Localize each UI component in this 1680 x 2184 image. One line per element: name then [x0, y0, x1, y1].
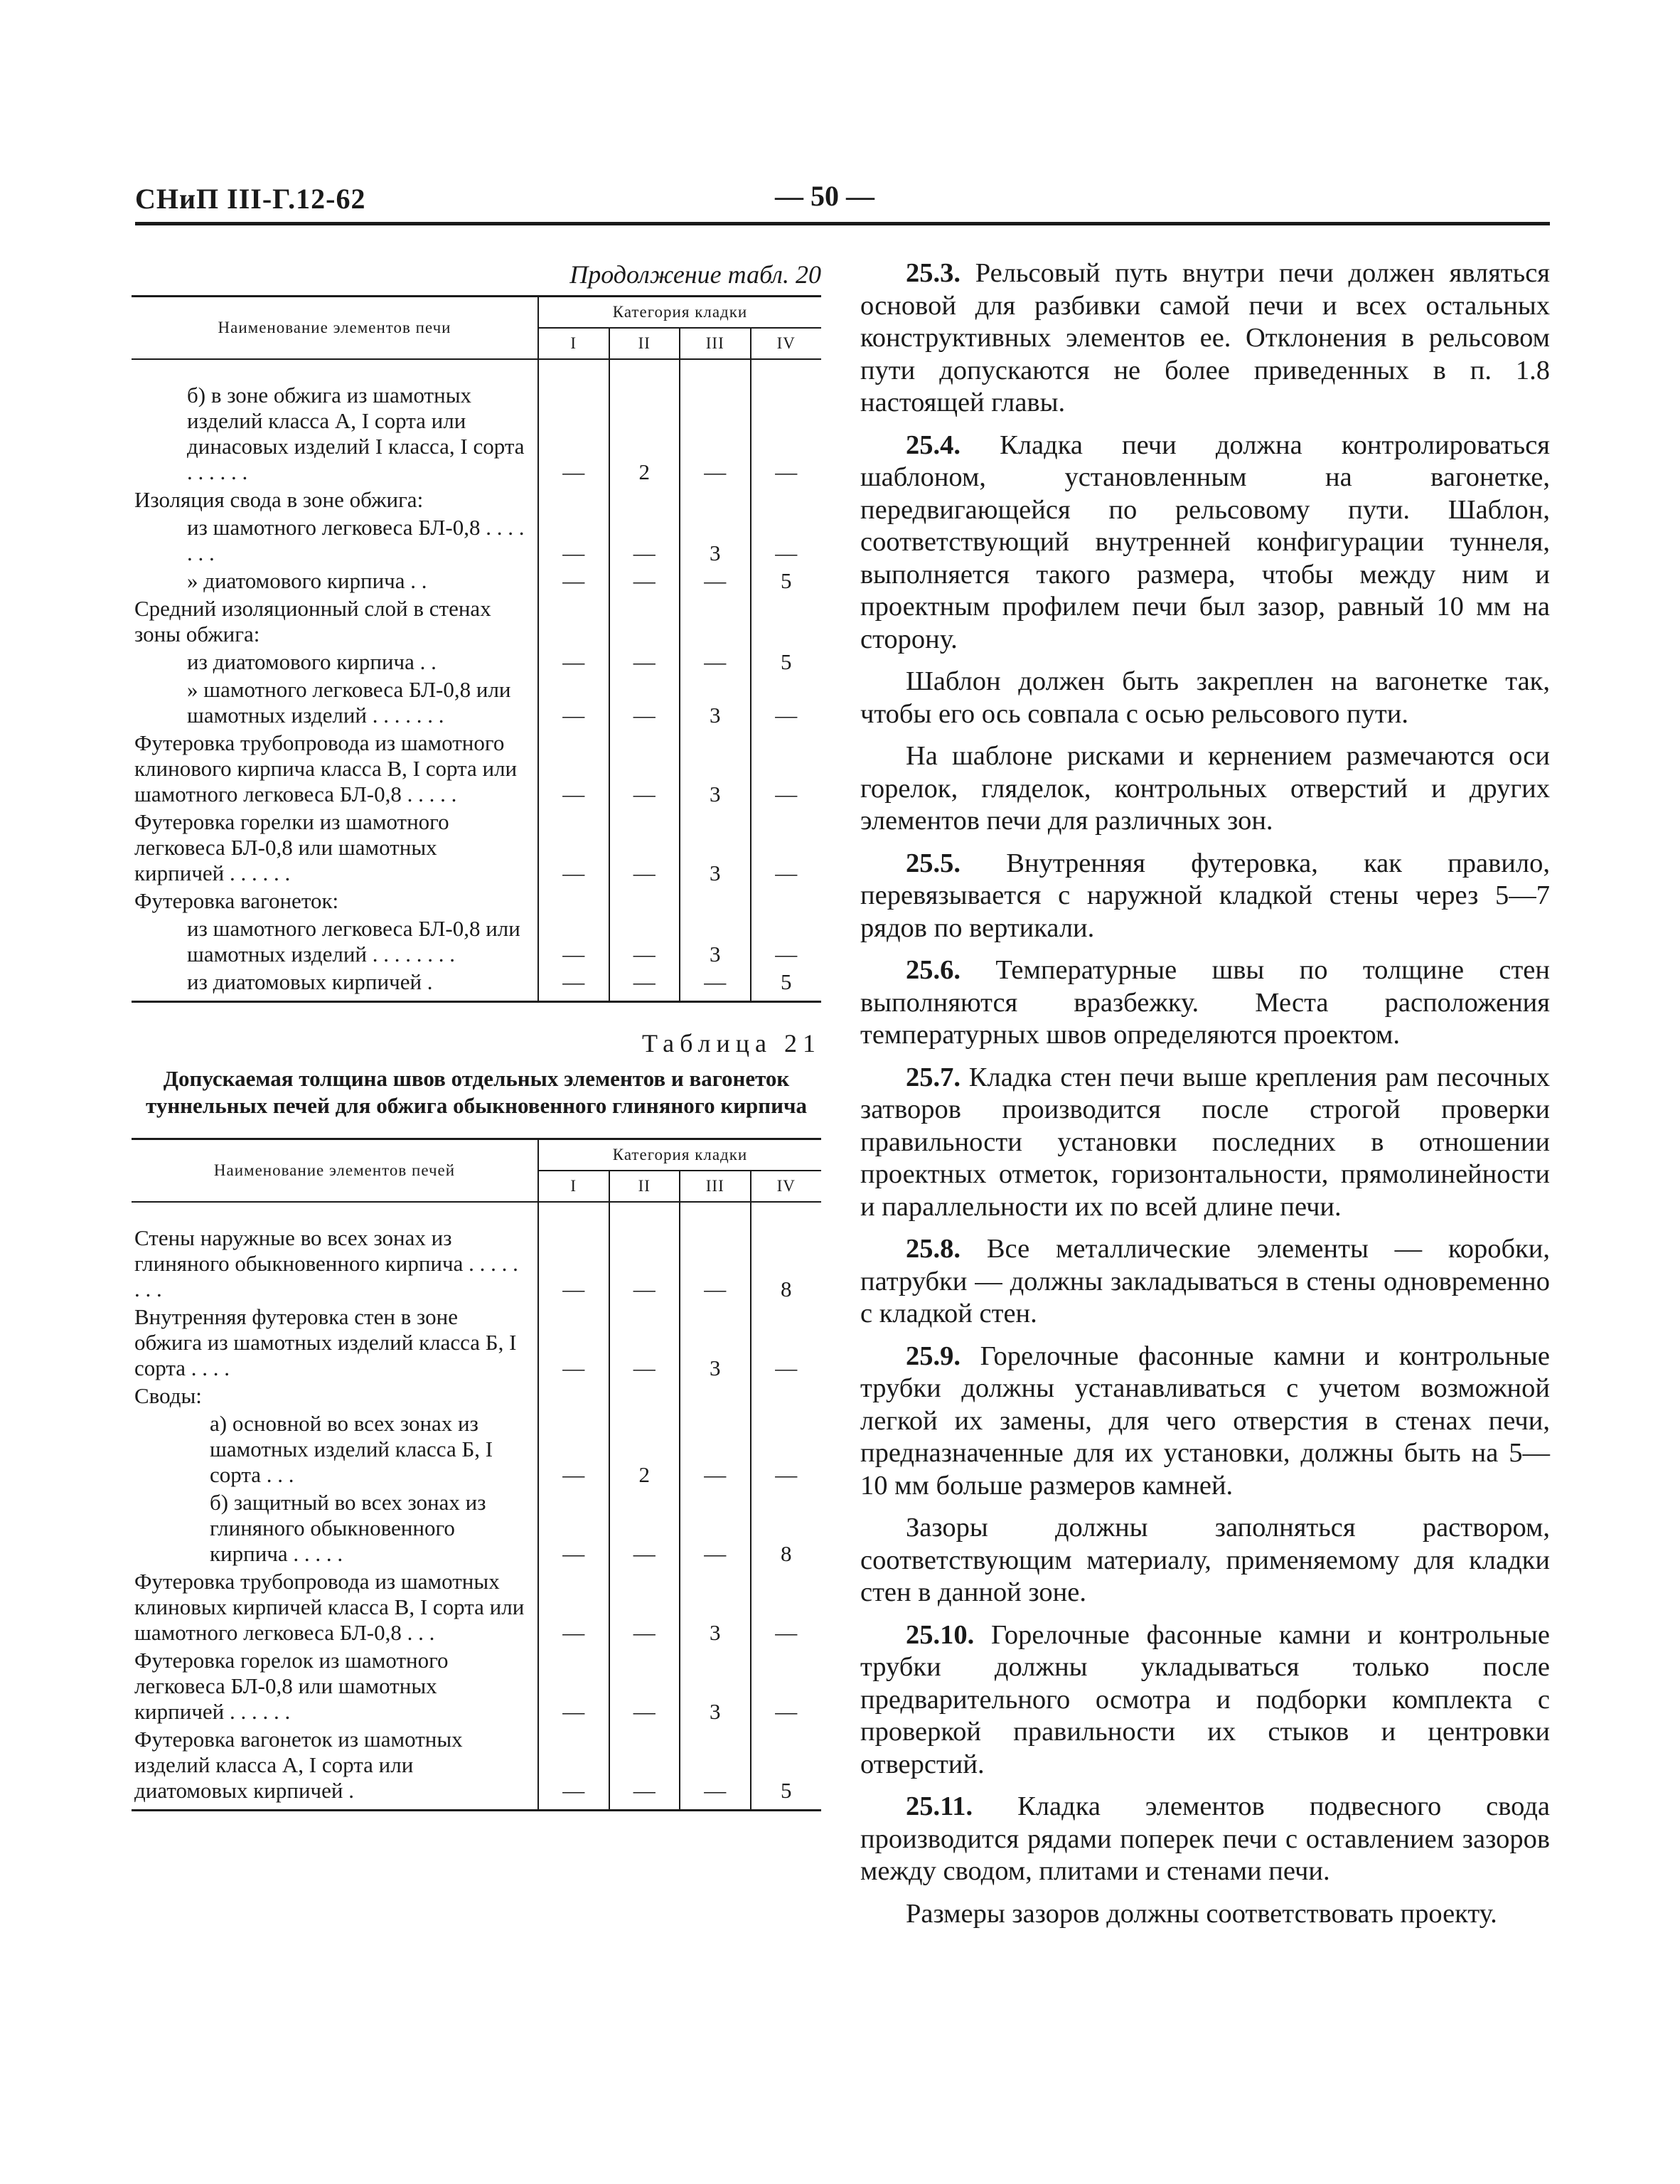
table-row [132, 809, 821, 888]
cell-category-1 [538, 1383, 609, 1411]
table-row [132, 730, 821, 809]
cell-category-4 [751, 1383, 822, 1411]
table-row [132, 1304, 821, 1383]
paragraph-number: 25.11. [906, 1791, 973, 1821]
table21-category-1: I [538, 1171, 609, 1202]
cell-category-3: — [680, 1411, 751, 1490]
paragraph-text: Рельсовый путь внутри печи должен являться основой для разбивки самой печи и всех остальных конструктивных элементов ее. Отклонения в рельсовом пути допускаются не более приведенных в п. 1.8 настоящей главы. [860, 258, 1550, 417]
cell-category-3 [680, 888, 751, 916]
cell-category-1: — [538, 809, 609, 888]
cell-category-3 [680, 487, 751, 515]
paragraph-number: 25.4. [906, 430, 961, 460]
table-21 [132, 1138, 821, 1811]
cell-category-1: — [538, 1648, 609, 1727]
cell-category-4: 8 [751, 1490, 822, 1569]
paragraph-text: Размеры зазоров должны соответствовать проекту. [906, 1898, 1497, 1929]
cell-category-1 [538, 596, 609, 649]
table20-category-header: Категория кладки [538, 297, 821, 329]
cell-category-4: — [751, 730, 822, 809]
table21-category-header: Категория кладки [538, 1139, 821, 1171]
table-row [132, 969, 821, 1002]
cell-category-2: — [609, 1304, 680, 1383]
paragraph [860, 1062, 1550, 1224]
paragraph [860, 1791, 1550, 1888]
cell-category-2: — [609, 730, 680, 809]
table-row [132, 677, 821, 730]
row-label: Футеровка вагонеток: [134, 888, 339, 913]
table21-category-2: II [609, 1171, 680, 1202]
table21-label: Таблица 21 [642, 1029, 821, 1058]
row-label: Футеровка трубопровода из шамотного клинового кирпича класса В, I сорта или шамотного легковеса БЛ-0,8 . . . . . [134, 730, 518, 806]
paragraph-number: 25.9. [906, 1341, 961, 1371]
cell-category-3: — [680, 568, 751, 596]
cell-category-2: — [609, 916, 680, 969]
paragraph-text: Температурные швы по толщине стен выполняются вразбежку. Места расположения температурных швов определяются проектом. [860, 955, 1550, 1050]
row-label: Футеровка горелки из шамотного легковеса БЛ-0,8 или шамотных кирпичей . . . . . . [134, 809, 449, 885]
cell-category-3: 3 [680, 916, 751, 969]
cell-category-3: 3 [680, 1569, 751, 1648]
cell-category-3: 3 [680, 1304, 751, 1383]
cell-category-4: — [751, 1411, 822, 1490]
cell-category-2: — [609, 1648, 680, 1727]
cell-category-2: 2 [609, 1411, 680, 1490]
paragraph-text: Внутренняя футеровка, как правило, перевязывается с наружной кладкой стены через 5—7 рядов по вертикали. [860, 848, 1550, 943]
row-label: из шамотного легковеса БЛ-0,8 или шамотных изделий . . . . . . . . [187, 916, 520, 966]
paragraph-number: 25.7. [906, 1062, 961, 1092]
paragraph-text: Все металлические элементы — коробки, патрубки — должны закладываться в стены одновременно с кладкой стен. [860, 1234, 1550, 1328]
cell-category-1: — [538, 1304, 609, 1383]
paragraph-text: Кладка стен печи выше крепления рам песочных затворов производится после строгой проверки правильности установки последних в отношении проектных отметок, горизонтальности, прямолинейности и параллельности их по всей длине печи. [860, 1062, 1550, 1222]
table-row [132, 1727, 821, 1811]
cell-category-2: — [609, 969, 680, 1002]
table-row [132, 515, 821, 568]
paragraph-text: Кладка элементов подвесного свода производится рядами поперек печи с оставлением зазоров между сводом, плитами и стенами печи. [860, 1791, 1551, 1886]
page-number: — 50 — [775, 180, 874, 212]
table-row [132, 1383, 821, 1411]
table-row [132, 487, 821, 515]
cell-category-4: 5 [751, 568, 822, 596]
paragraph [860, 257, 1550, 420]
paragraph-number: 25.3. [906, 258, 961, 288]
paragraph-number: 25.10. [906, 1619, 975, 1650]
table20-name-header: Наименование элементов печи [132, 297, 538, 360]
table21-caption: Допускаемая толщина швов отдельных элементов и вагонеток туннельных печей для обжига обыкновенного глиняного кирпича [146, 1066, 807, 1118]
cell-category-3: 3 [680, 677, 751, 730]
cell-category-3 [680, 1383, 751, 1411]
row-label: б) в зоне обжига из шамотных изделий класса А, I сорта или динасовых изделий I класса, I сорта . . . . . . [187, 383, 525, 484]
table20-category-2: II [609, 328, 680, 359]
paragraph [860, 848, 1550, 945]
cell-category-1: — [538, 1727, 609, 1811]
cell-category-1: — [538, 677, 609, 730]
row-label: б) защитный во всех зонах из глиняного обыкновенного кирпича . . . . . [210, 1490, 486, 1566]
table-row [132, 1411, 821, 1490]
table-row [132, 1490, 821, 1569]
table21-category-4: IV [751, 1171, 822, 1202]
row-label: Средний изоляционный слой в стенах зоны обжига: [134, 596, 491, 646]
cell-category-4 [751, 888, 822, 916]
paragraph-text: На шаблоне рисками и кернением размечаются оси горелок, гляделок, контрольных отверстий и других элементов печи для различных зон. [860, 741, 1550, 836]
paragraph-number: 25.6. [906, 955, 961, 985]
table-row [132, 383, 821, 487]
cell-category-2 [609, 1383, 680, 1411]
cell-category-4 [751, 487, 822, 515]
table-row [132, 1225, 821, 1304]
cell-category-3: — [680, 1727, 751, 1811]
table20-continuation-label: Продолжение табл. 20 [569, 260, 821, 289]
paragraph-text: Горелочные фасонные камни и контрольные трубки должны устанавливаться с учетом возможной легкой их замены, для чего отверстия в стенах печи, предназначенные для их установки, должны быть на 5—10 мм больше размеров камней. [860, 1341, 1550, 1501]
cell-category-4: 5 [751, 969, 822, 1002]
paragraph [860, 1233, 1550, 1331]
cell-category-4: — [751, 515, 822, 568]
table-row [132, 916, 821, 969]
row-label: Внутренняя футеровка стен в зоне обжига из шамотных изделий класса Б, I сорта . . . . [134, 1304, 517, 1380]
cell-category-2: — [609, 1490, 680, 1569]
cell-category-1: — [538, 383, 609, 487]
row-label: из шамотного легковеса БЛ-0,8 . . . . . . . [187, 515, 525, 565]
row-label: Футеровка трубопровода из шамотных клиновых кирпичей класса В, I сорта или шамотного легковеса БЛ-0,8 . . . [134, 1569, 525, 1645]
row-label: Футеровка вагонеток из шамотных изделий класса А, I сорта или диатомовых кирпичей . [132, 1727, 538, 1811]
paragraph-number: 25.8. [906, 1234, 961, 1264]
paragraph-text: Кладка печи должна контролироваться шаблоном, установленным на вагонетке, передвигающейся по рельсовому пути. Шаблон, соответствующий внутренней конфигурации туннеля, выполняется такого размера, чтобы между ним и проектным профилем печи был зазор, равный 10 мм на сторону. [860, 430, 1551, 654]
cell-category-2: — [609, 809, 680, 888]
cell-category-1 [538, 487, 609, 515]
cell-category-3: — [680, 649, 751, 677]
cell-category-2: — [609, 1727, 680, 1811]
cell-category-1: — [538, 568, 609, 596]
cell-category-4: 8 [751, 1225, 822, 1304]
cell-category-4: — [751, 1648, 822, 1727]
paragraph [860, 1341, 1550, 1503]
table-row [132, 596, 821, 649]
cell-category-1 [538, 888, 609, 916]
cell-category-3: 3 [680, 809, 751, 888]
table-row [132, 568, 821, 596]
cell-category-4: 5 [751, 649, 822, 677]
cell-category-1: — [538, 730, 609, 809]
row-label: Своды: [134, 1383, 202, 1408]
paragraph [860, 666, 1550, 730]
cell-category-2 [609, 596, 680, 649]
cell-category-2: 2 [609, 383, 680, 487]
table20-category-3: III [680, 328, 751, 359]
cell-category-1: — [538, 1225, 609, 1304]
row-label: Стены наружные во всех зонах из глиняного обыкновенного кирпича . . . . . . . . [134, 1225, 518, 1301]
cell-category-2: — [609, 1225, 680, 1304]
cell-category-4: — [751, 1569, 822, 1648]
cell-category-2: — [609, 649, 680, 677]
paragraph [860, 740, 1550, 838]
table-row [132, 1648, 821, 1727]
paragraph [860, 1619, 1550, 1781]
table-row [132, 649, 821, 677]
paragraph [860, 1898, 1550, 1931]
cell-category-3: 3 [680, 730, 751, 809]
row-label: из диатомовых кирпичей . [132, 969, 538, 1002]
cell-category-3: 3 [680, 1648, 751, 1727]
cell-category-4: — [751, 1304, 822, 1383]
paragraph-number: 25.5. [906, 848, 961, 878]
cell-category-4: — [751, 916, 822, 969]
paragraph-text: Горелочные фасонные камни и контрольные трубки должны укладываться только после предварительного осмотра и подборки комплекта с проверкой правильности их стыков и центровки отверстий. [860, 1619, 1550, 1779]
cell-category-3: — [680, 1490, 751, 1569]
paragraph [860, 1512, 1550, 1609]
cell-category-3 [680, 596, 751, 649]
page-header [135, 179, 1550, 225]
table-20 [132, 295, 821, 1003]
table-row [132, 888, 821, 916]
cell-category-4 [751, 596, 822, 649]
row-label: Футеровка горелок из шамотного легковеса БЛ-0,8 или шамотных кирпичей . . . . . . [134, 1648, 449, 1724]
cell-category-1: — [538, 649, 609, 677]
row-label: из диатомового кирпича . . [187, 649, 437, 674]
cell-category-3: — [680, 969, 751, 1002]
cell-category-3: — [680, 1225, 751, 1304]
paragraph-text: Зазоры должны заполняться раствором, соответствующим материалу, применяемому для кладки стен в данной зоне. [860, 1513, 1550, 1607]
cell-category-2: — [609, 568, 680, 596]
cell-category-4: — [751, 809, 822, 888]
left-column [132, 260, 821, 1811]
cell-category-3: 3 [680, 515, 751, 568]
cell-category-4: — [751, 677, 822, 730]
table20-category-4: IV [751, 328, 822, 359]
right-column [860, 257, 1550, 1940]
table20-category-1: I [538, 328, 609, 359]
cell-category-1: — [538, 1569, 609, 1648]
paragraph [860, 430, 1550, 656]
cell-category-2: — [609, 1569, 680, 1648]
cell-category-2: — [609, 515, 680, 568]
row-label: » диатомового кирпича . . [187, 568, 427, 593]
paragraph-text: Шаблон должен быть закреплен на вагонетке так, чтобы его ось совпала с осью рельсового пути. [860, 666, 1550, 729]
cell-category-2: — [609, 677, 680, 730]
cell-category-4: 5 [751, 1727, 822, 1811]
table21-category-3: III [680, 1171, 751, 1202]
cell-category-1: — [538, 1411, 609, 1490]
paragraph [860, 954, 1550, 1052]
cell-category-2 [609, 888, 680, 916]
table21-name-header: Наименование элементов печей [132, 1139, 538, 1203]
cell-category-3: — [680, 383, 751, 487]
cell-category-1: — [538, 515, 609, 568]
cell-category-1: — [538, 1490, 609, 1569]
document-code: СНиП III-Г.12-62 [135, 183, 366, 215]
row-label: » шамотного легковеса БЛ-0,8 или шамотных изделий . . . . . . . [187, 677, 511, 728]
table-row [132, 1569, 821, 1648]
cell-category-2 [609, 487, 680, 515]
cell-category-1: — [538, 969, 609, 1002]
cell-category-1: — [538, 916, 609, 969]
row-label: а) основной во всех зонах из шамотных изделий класса Б, I сорта . . . [210, 1411, 493, 1487]
cell-category-4: — [751, 383, 822, 487]
row-label: Изоляция свода в зоне обжига: [134, 487, 424, 512]
